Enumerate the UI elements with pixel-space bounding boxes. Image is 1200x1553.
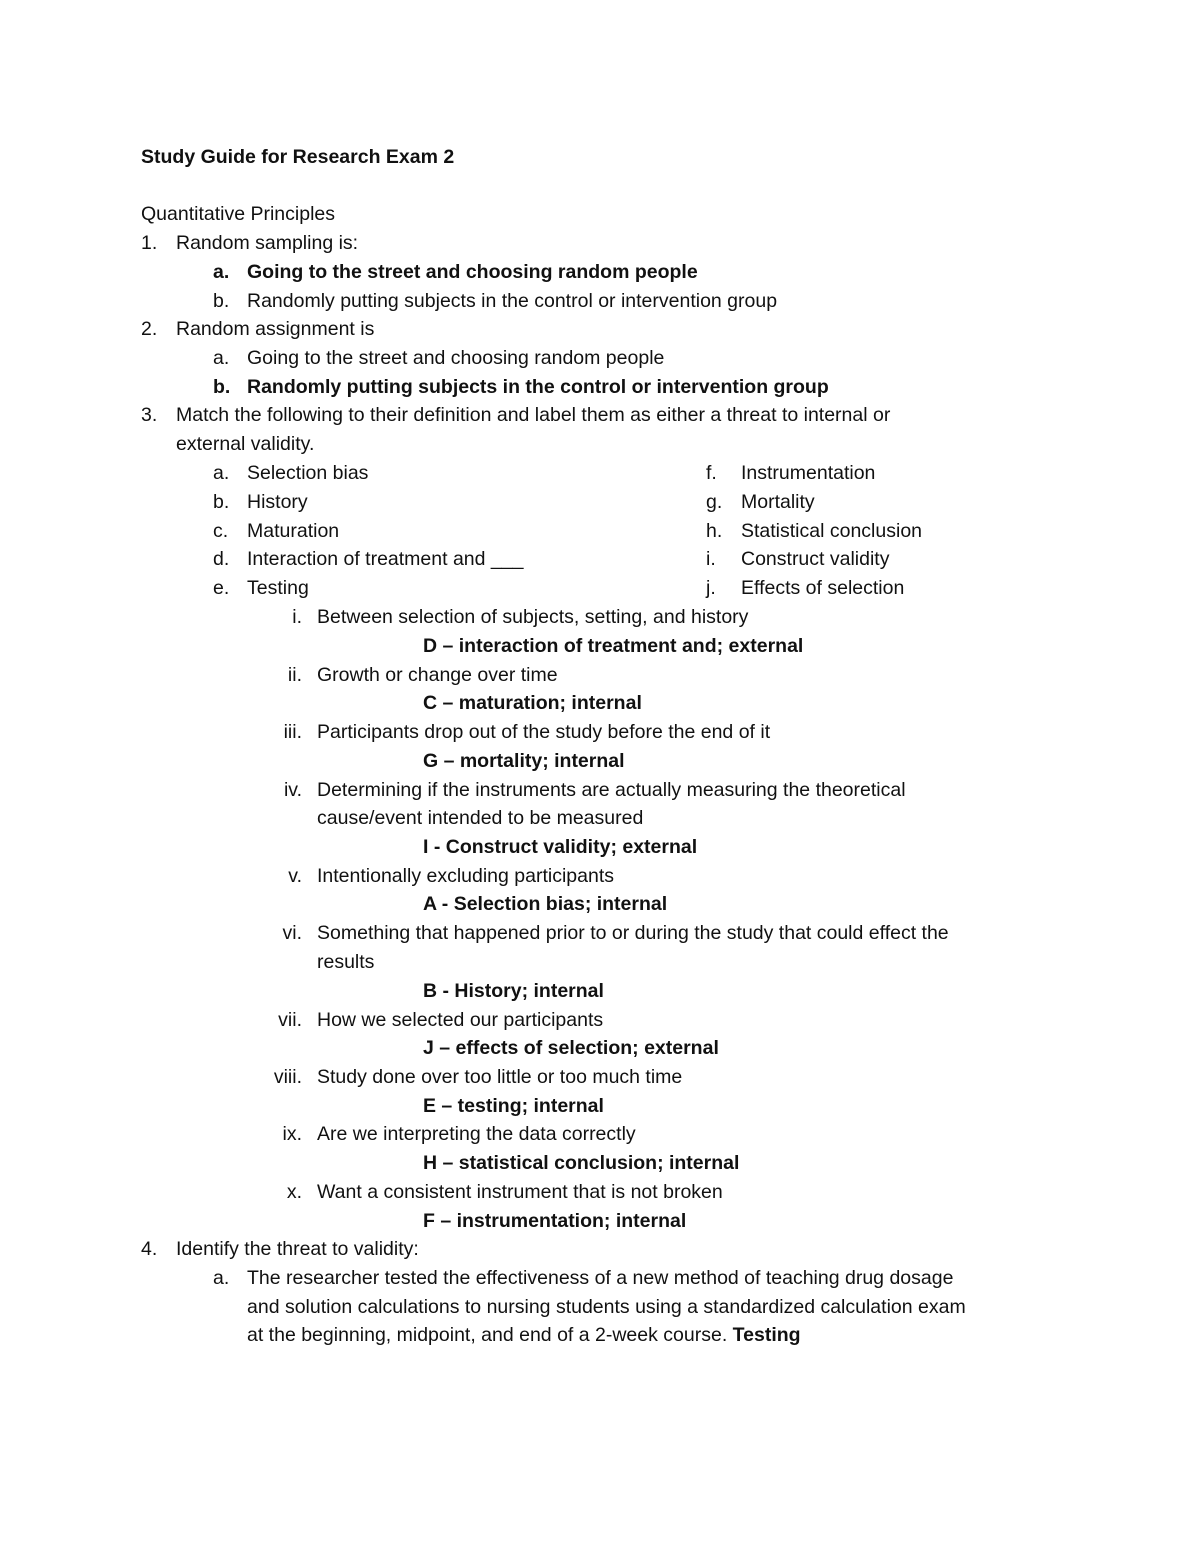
term-letter: e. xyxy=(213,577,230,599)
term-statistical-conclusion: Statistical conclusion xyxy=(741,520,923,542)
q2-option-b: Randomly putting subjects in the control or intervention group xyxy=(247,376,829,398)
q1-option-letter: b. xyxy=(213,290,230,312)
definition-answer: A - Selection bias; internal xyxy=(423,893,668,915)
definition-answer: J – effects of selection; external xyxy=(423,1037,719,1059)
definition-text: Intentionally excluding participants xyxy=(317,865,615,887)
definition-text: Growth or change over time xyxy=(317,664,558,686)
definition-number: v. xyxy=(288,865,302,887)
definition-text: Something that happened prior to or during the study that could effect the xyxy=(317,922,949,944)
section-heading: Quantitative Principles xyxy=(141,203,336,225)
term-construct-validity: Construct validity xyxy=(741,548,890,570)
definition-number: ix. xyxy=(282,1123,302,1145)
q4-item-text: The researcher tested the effectiveness of a new method of teaching drug dosage xyxy=(247,1267,954,1289)
term-letter: d. xyxy=(213,548,230,570)
definition-answer: I - Construct validity; external xyxy=(423,836,698,858)
q4-item-answer: Testing xyxy=(732,1324,801,1346)
definition-number: vi. xyxy=(282,922,302,944)
q2-option-letter: b. xyxy=(213,376,231,398)
definition-number: vii. xyxy=(278,1009,302,1031)
definition-number: iii. xyxy=(283,721,302,743)
definition-answer: C – maturation; internal xyxy=(423,692,642,714)
question-3-text: Match the following to their definition and label them as either a threat to internal or xyxy=(176,404,891,426)
term-interaction: Interaction of treatment and ___ xyxy=(247,548,524,570)
term-instrumentation: Instrumentation xyxy=(741,462,876,484)
definition-answer: D – interaction of treatment and; external xyxy=(423,635,804,657)
definition-answer: G – mortality; internal xyxy=(423,750,625,772)
definition-text: Study done over too little or too much time xyxy=(317,1066,683,1088)
term-maturation: Maturation xyxy=(247,520,340,542)
definition-answer: B - History; internal xyxy=(423,980,604,1002)
question-2-number: 2. xyxy=(141,318,158,340)
term-mortality: Mortality xyxy=(741,491,815,513)
question-1-text: Random sampling is: xyxy=(176,232,359,254)
term-letter: c. xyxy=(213,520,229,542)
definition-text: How we selected our participants xyxy=(317,1009,604,1031)
definition-text-cont: results xyxy=(317,951,375,973)
term-letter: i. xyxy=(706,548,716,570)
question-3-number: 3. xyxy=(141,404,158,426)
definition-number: i. xyxy=(292,606,302,628)
q1-option-a: Going to the street and choosing random people xyxy=(247,261,698,283)
definition-text: Want a consistent instrument that is not broken xyxy=(317,1181,723,1203)
question-4-text: Identify the threat to validity: xyxy=(176,1238,419,1260)
term-letter: j. xyxy=(706,577,716,599)
term-effects-of-selection: Effects of selection xyxy=(741,577,905,599)
definition-number: ii. xyxy=(287,664,302,686)
term-letter: h. xyxy=(706,520,723,542)
q2-option-letter: a. xyxy=(213,347,230,369)
definition-number: iv. xyxy=(283,779,302,801)
page-title: Study Guide for Research Exam 2 xyxy=(141,146,455,168)
definition-number: x. xyxy=(286,1181,302,1203)
definition-answer: F – instrumentation; internal xyxy=(423,1210,687,1232)
definition-text-cont: cause/event intended to be measured xyxy=(317,807,644,829)
definition-number: viii. xyxy=(273,1066,302,1088)
term-letter: a. xyxy=(213,462,230,484)
q1-option-letter: a. xyxy=(213,261,230,283)
question-3-text-cont: external validity. xyxy=(176,433,315,455)
question-4-number: 4. xyxy=(141,1238,158,1260)
definition-answer: E – testing; internal xyxy=(423,1095,604,1117)
q4-item-letter: a. xyxy=(213,1267,230,1289)
term-history: History xyxy=(247,491,308,513)
q4-item-text-line3: at the beginning, midpoint, and end of a 2-week course. xyxy=(247,1324,728,1346)
q4-item-text-end xyxy=(247,1321,801,1350)
term-letter: b. xyxy=(213,491,230,513)
definition-answer: H – statistical conclusion; internal xyxy=(423,1152,740,1174)
definition-text: Between selection of subjects, setting, and history xyxy=(317,606,749,628)
definition-text: Participants drop out of the study before the end of it xyxy=(317,721,771,743)
term-letter: f. xyxy=(706,462,717,484)
definition-text: Are we interpreting the data correctly xyxy=(317,1123,636,1145)
term-letter: g. xyxy=(706,491,723,513)
term-testing: Testing xyxy=(247,577,309,599)
q1-option-b: Randomly putting subjects in the control or intervention group xyxy=(247,290,778,312)
definition-text: Determining if the instruments are actually measuring the theoretical xyxy=(317,779,906,801)
question-2-text: Random assignment is xyxy=(176,318,375,340)
q4-item-text-cont: and solution calculations to nursing students using a standardized calculation exam xyxy=(247,1296,966,1318)
term-selection-bias: Selection bias xyxy=(247,462,369,484)
q2-option-a: Going to the street and choosing random people xyxy=(247,347,665,369)
question-1-number: 1. xyxy=(141,232,158,254)
